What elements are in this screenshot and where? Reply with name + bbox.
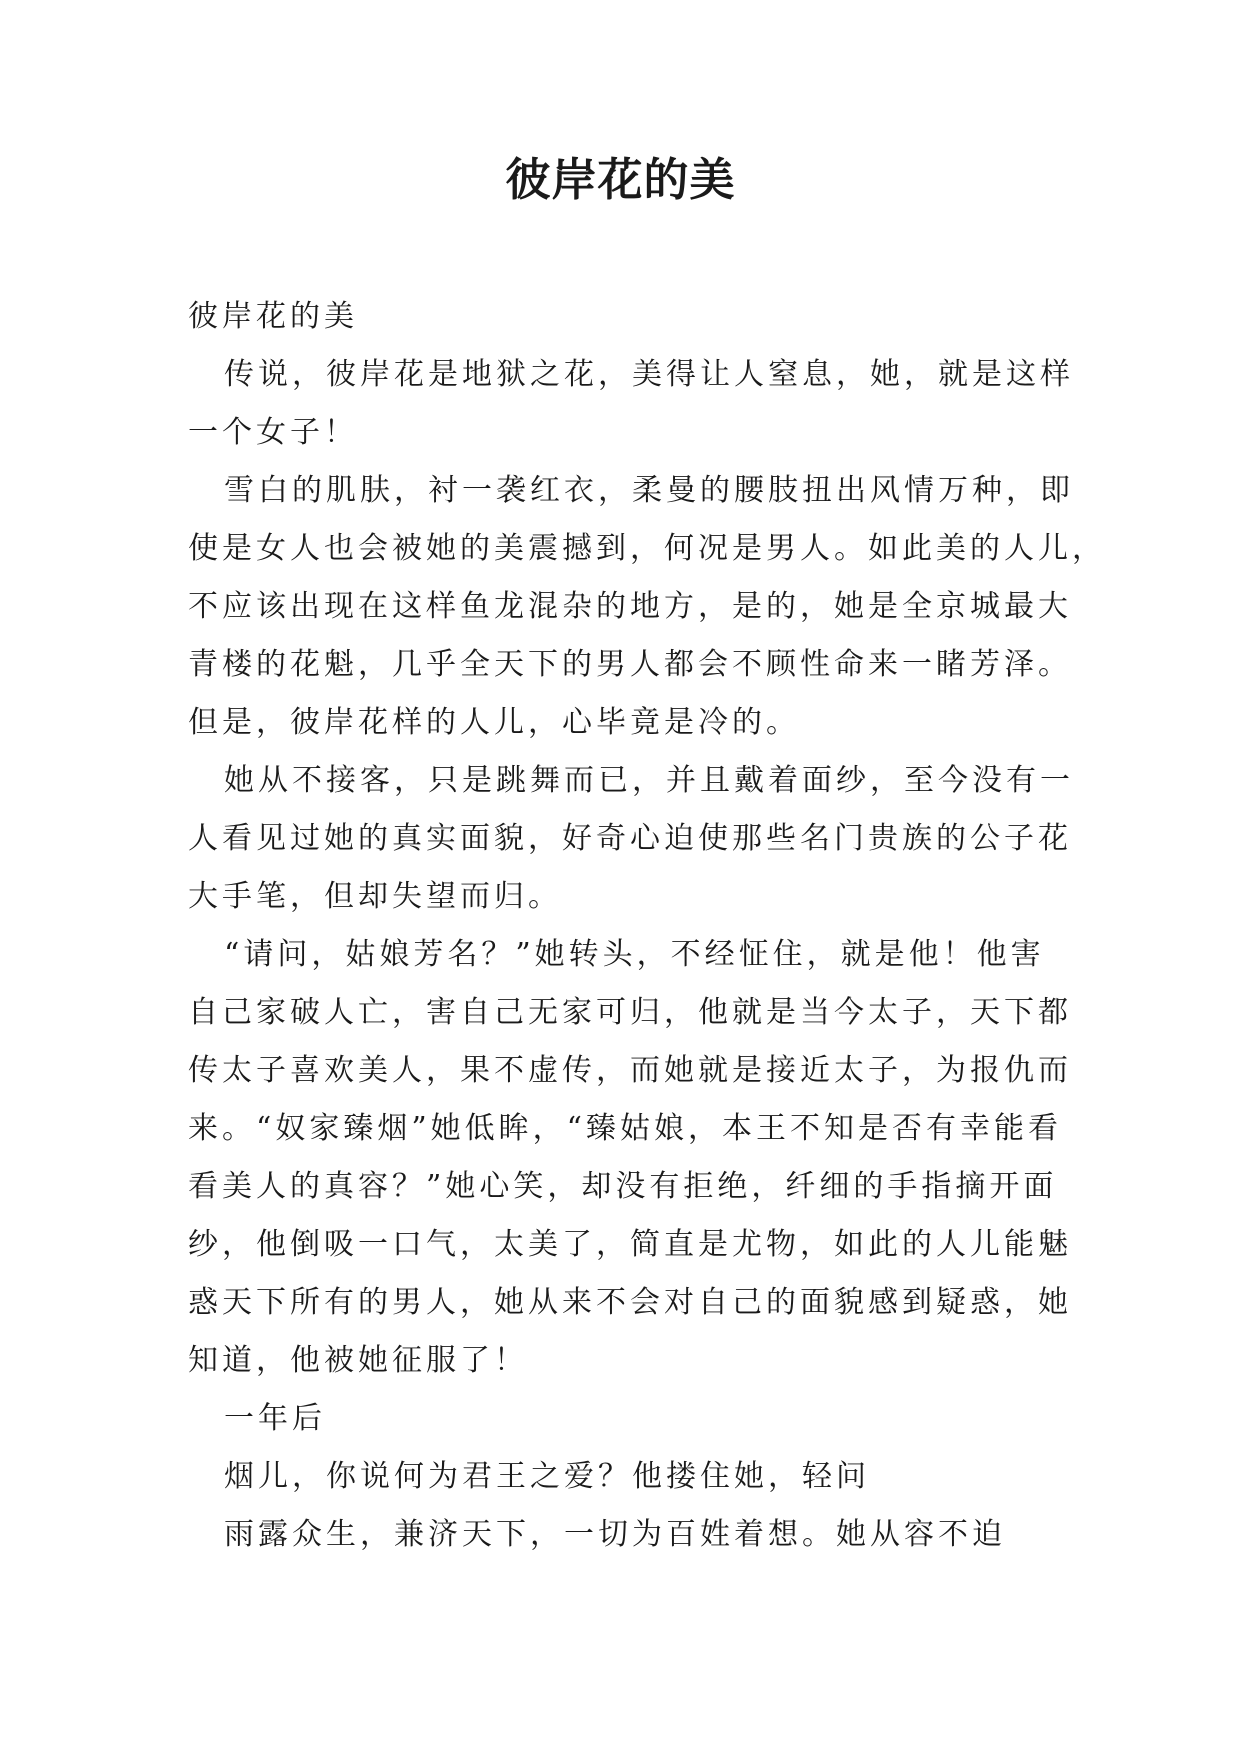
body-line: “请问，姑娘芳名？”她转头，不经怔住，就是他！他害 <box>224 937 1045 972</box>
body-line: 自己家破人亡，害自己无家可归，他就是当今太子，天下都 <box>188 995 1072 1030</box>
body-line: 惑天下所有的男人，她从来不会对自己的面貌感到疑惑，她 <box>188 1285 1072 1320</box>
body-line: 不应该出现在这样鱼龙混杂的地方，是的，她是全京城最大 <box>188 589 1072 624</box>
body-line: 她从不接客，只是跳舞而已，并且戴着面纱，至今没有一 <box>224 763 1074 798</box>
body-line: 但是，彼岸花样的人儿，心毕竟是冷的。 <box>188 705 800 740</box>
body-line: 传太子喜欢美人，果不虚传，而她就是接近太子，为报仇而 <box>188 1053 1072 1088</box>
body-line: 烟儿，你说何为君王之爱？他搂住她，轻问 <box>224 1459 870 1494</box>
body-line: 雨露众生，兼济天下，一切为百姓着想。她从容不迫 <box>224 1517 1006 1552</box>
body-line: 纱，他倒吸一口气，太美了，简直是尤物，如此的人儿能魅 <box>188 1227 1072 1262</box>
document-title: 彼岸花的美 <box>505 153 736 206</box>
body-line: 来。“奴家臻烟”她低眸，“臻姑娘，本王不知是否有幸能看 <box>188 1111 1063 1146</box>
body-line: 彼岸花的美 <box>188 299 358 334</box>
body-line: 一个女子！ <box>188 415 358 450</box>
body-line: 青楼的花魁，几乎全天下的男人都会不顾性命来一睹芳泽。 <box>188 647 1072 682</box>
body-line: 大手笔，但却失望而归。 <box>188 879 562 914</box>
body-line: 看美人的真容？”她心笑，却没有拒绝，纤细的手指摘开面 <box>188 1169 1058 1204</box>
body-line: 人看见过她的真实面貌，好奇心迫使那些名门贵族的公子花 <box>188 821 1072 856</box>
body-line: 一年后 <box>224 1401 326 1436</box>
document-body <box>188 288 1106 1564</box>
body-line: 雪白的肌肤，衬一袭红衣，柔曼的腰肢扭出风情万种，即 <box>224 473 1074 508</box>
body-line: 传说，彼岸花是地狱之花，美得让人窒息，她，就是这样 <box>224 357 1074 392</box>
body-line: 知道，他被她征服了！ <box>188 1343 528 1378</box>
body-line: 使是女人也会被她的美震撼到，何况是男人。如此美的人儿， <box>188 531 1106 566</box>
